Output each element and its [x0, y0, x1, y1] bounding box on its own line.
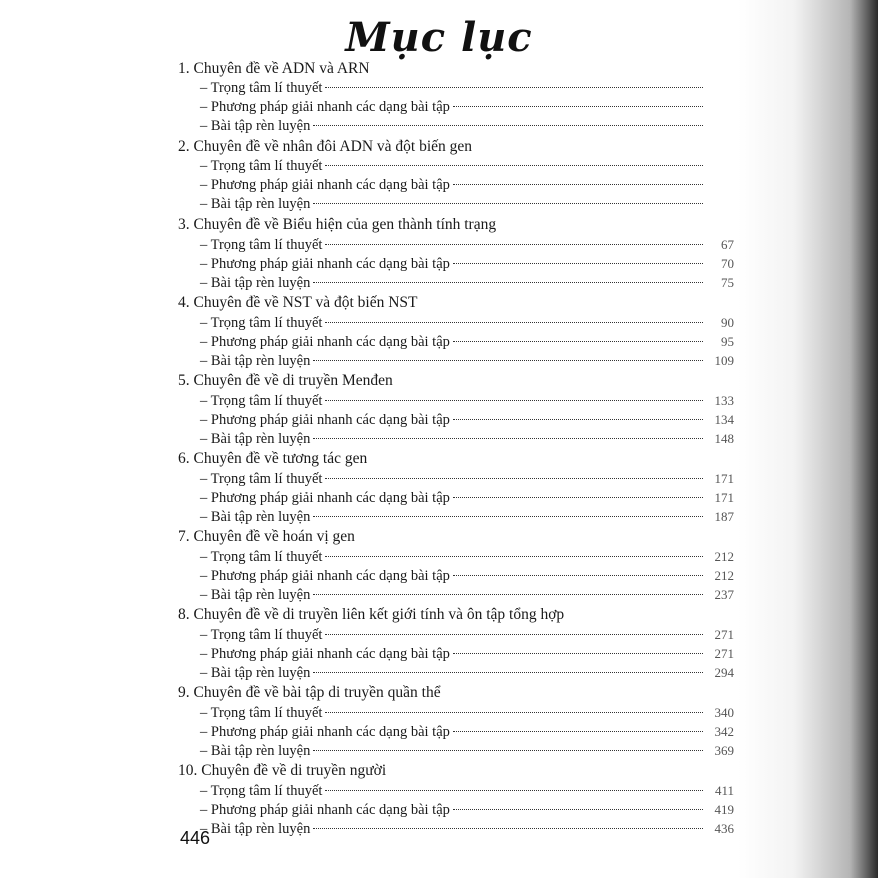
toc-entry — [178, 722, 734, 741]
entry-page: 340 — [714, 705, 734, 720]
dot-leader — [453, 575, 703, 576]
entry-label: – Bài tập rèn luyện — [200, 509, 311, 525]
entry-label: – Trọng tâm lí thuyết — [200, 627, 323, 643]
toc-entry — [178, 195, 734, 214]
dot-leader — [313, 750, 703, 751]
entry-page: 419 — [714, 802, 734, 817]
toc-entry — [178, 703, 734, 722]
toc-section — [178, 292, 734, 370]
section-heading: 9. Chuyên đề về bài tập di truyền quần thể — [178, 684, 441, 701]
scan-shadow-edge — [738, 0, 878, 878]
section-heading: 6. Chuyên đề về tương tác gen — [178, 450, 368, 467]
dot-leader — [453, 731, 703, 732]
section-heading: 3. Chuyên đề về Biểu hiện của gen thành tính trạng — [178, 216, 497, 233]
toc-section — [178, 604, 734, 682]
entry-label: – Trọng tâm lí thuyết — [200, 158, 323, 174]
dot-leader — [325, 712, 703, 713]
entry-label: – Bài tập rèn luyện — [200, 275, 311, 291]
entry-label: – Bài tập rèn luyện — [200, 353, 311, 369]
toc-entry — [178, 507, 734, 526]
dot-leader — [453, 497, 703, 498]
entry-label: – Trọng tâm lí thuyết — [200, 783, 323, 799]
entry-page: 90 — [721, 315, 734, 330]
entry-label: – Phương pháp giải nhanh các dạng bài tập — [200, 99, 450, 115]
toc-entry — [178, 79, 734, 98]
entry-label: – Trọng tâm lí thuyết — [200, 237, 323, 253]
entry-label: – Trọng tâm lí thuyết — [200, 705, 323, 721]
page-number: 446 — [180, 828, 211, 848]
dot-leader — [325, 400, 703, 401]
toc-section — [178, 58, 734, 136]
entry-label: – Bài tập rèn luyện — [200, 587, 311, 603]
entry-label: – Trọng tâm lí thuyết — [200, 315, 323, 331]
toc-entry — [178, 313, 734, 332]
dot-leader — [313, 282, 703, 283]
section-heading: 4. Chuyên đề về NST và đột biến NST — [178, 294, 418, 311]
section-heading: 7. Chuyên đề về hoán vị gen — [178, 528, 355, 545]
toc-entry — [178, 176, 734, 195]
dot-leader — [325, 634, 703, 635]
section-heading: 2. Chuyên đề về nhân đôi ADN và đột biến gen — [178, 138, 473, 155]
table-of-contents — [178, 58, 734, 838]
toc-section — [178, 214, 734, 292]
entry-page: 436 — [714, 821, 734, 836]
dot-leader — [325, 322, 703, 323]
entry-page: 171 — [714, 471, 734, 486]
dot-leader — [313, 672, 703, 673]
entry-label: – Phương pháp giải nhanh các dạng bài tập — [200, 412, 450, 428]
toc-entry — [178, 157, 734, 176]
entry-label: – Bài tập rèn luyện — [200, 665, 311, 681]
entry-page: 212 — [714, 549, 734, 564]
toc-entry — [178, 429, 734, 448]
toc-entry — [178, 585, 734, 604]
toc-entry — [178, 254, 734, 273]
entry-label: – Phương pháp giải nhanh các dạng bài tập — [200, 334, 450, 350]
toc-section — [178, 136, 734, 214]
entry-page: 187 — [714, 509, 734, 524]
section-heading: 5. Chuyên đề về di truyền Menđen — [178, 372, 393, 389]
toc-entry — [178, 391, 734, 410]
entry-page: 75 — [721, 275, 734, 290]
dot-leader — [325, 478, 703, 479]
dot-leader — [325, 165, 703, 166]
dot-leader — [313, 438, 703, 439]
entry-label: – Bài tập rèn luyện — [200, 196, 311, 212]
dot-leader — [313, 360, 703, 361]
entry-page: 171 — [714, 490, 734, 505]
toc-section — [178, 682, 734, 760]
dot-leader — [453, 263, 703, 264]
toc-entry — [178, 469, 734, 488]
dot-leader — [325, 556, 703, 557]
entry-label: – Trọng tâm lí thuyết — [200, 549, 323, 565]
dot-leader — [313, 203, 703, 204]
dot-leader — [325, 790, 703, 791]
entry-page: 369 — [714, 743, 734, 758]
entry-page: 109 — [714, 353, 734, 368]
entry-page: 342 — [714, 724, 734, 739]
entry-page: 95 — [721, 334, 734, 349]
entry-label: – Bài tập rèn luyện — [200, 118, 311, 134]
entry-page: 294 — [714, 665, 734, 680]
toc-entry — [178, 663, 734, 682]
entry-page: 271 — [714, 627, 734, 642]
toc-entry — [178, 332, 734, 351]
entry-label: – Bài tập rèn luyện — [200, 431, 311, 447]
toc-entry — [178, 800, 734, 819]
entry-label: – Phương pháp giải nhanh các dạng bài tập — [200, 177, 450, 193]
toc-section — [178, 370, 734, 448]
toc-entry — [178, 819, 734, 838]
entry-page: 271 — [714, 646, 734, 661]
toc-entry — [178, 273, 734, 292]
toc-entry — [178, 235, 734, 254]
entry-page: 212 — [714, 568, 734, 583]
toc-entry — [178, 117, 734, 136]
toc-entry — [178, 644, 734, 663]
dot-leader — [453, 809, 703, 810]
entry-page: 237 — [714, 587, 734, 602]
entry-label: – Phương pháp giải nhanh các dạng bài tập — [200, 256, 450, 272]
toc-section — [178, 526, 734, 604]
toc-entry — [178, 781, 734, 800]
entry-label: – Bài tập rèn luyện — [200, 743, 311, 759]
toc-entry — [178, 488, 734, 507]
toc-entry — [178, 98, 734, 117]
toc-entry — [178, 410, 734, 429]
dot-leader — [453, 341, 703, 342]
toc-entry — [178, 625, 734, 644]
entry-label: – Bài tập rèn luyện — [200, 821, 311, 837]
dot-leader — [313, 125, 703, 126]
toc-section — [178, 760, 734, 838]
entry-label: – Trọng tâm lí thuyết — [200, 80, 323, 96]
entry-page: 411 — [714, 783, 734, 798]
section-heading: 10. Chuyên đề về di truyền người — [178, 762, 387, 779]
dot-leader — [313, 516, 703, 517]
section-heading: 8. Chuyên đề về di truyền liên kết giới tính và ôn tập tổng hợp — [178, 606, 565, 623]
toc-entry — [178, 566, 734, 585]
entry-page: 70 — [721, 256, 734, 271]
page-title: Mục lục — [345, 14, 533, 61]
dot-leader — [453, 184, 703, 185]
entry-label: – Phương pháp giải nhanh các dạng bài tập — [200, 568, 450, 584]
entry-page: 133 — [714, 393, 734, 408]
dot-leader — [453, 419, 703, 420]
dot-leader — [313, 594, 703, 595]
entry-page: 67 — [721, 237, 734, 252]
toc-entry — [178, 741, 734, 760]
dot-leader — [313, 828, 703, 829]
entry-page: 148 — [714, 431, 734, 446]
dot-leader — [325, 87, 703, 88]
dot-leader — [325, 244, 703, 245]
dot-leader — [453, 106, 703, 107]
toc-entry — [178, 351, 734, 370]
entry-label: – Phương pháp giải nhanh các dạng bài tập — [200, 490, 450, 506]
entry-label: – Trọng tâm lí thuyết — [200, 393, 323, 409]
section-heading: 1. Chuyên đề về ADN và ARN — [178, 60, 370, 77]
toc-entry — [178, 547, 734, 566]
entry-label: – Trọng tâm lí thuyết — [200, 471, 323, 487]
entry-page: 134 — [714, 412, 734, 427]
entry-label: – Phương pháp giải nhanh các dạng bài tập — [200, 724, 450, 740]
entry-label: – Phương pháp giải nhanh các dạng bài tập — [200, 646, 450, 662]
toc-section — [178, 448, 734, 526]
dot-leader — [453, 653, 703, 654]
entry-label: – Phương pháp giải nhanh các dạng bài tập — [200, 802, 450, 818]
